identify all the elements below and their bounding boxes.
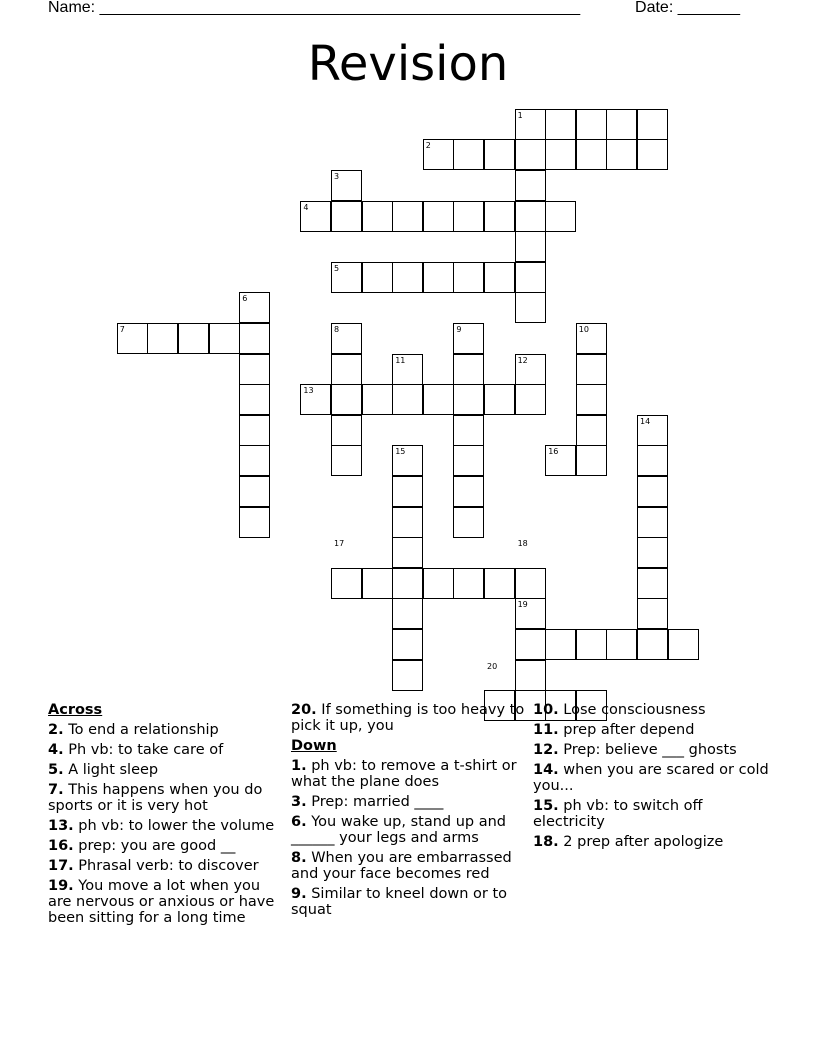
clue-text: Prep: married ____ [306,794,444,810]
clue-text: when you are scared or cold you... [533,762,769,794]
clue-item [291,758,527,790]
clue-number: 15. [533,798,559,814]
grid-cell[interactable] [515,139,546,170]
grid-cell[interactable] [606,109,637,140]
clue-item [533,722,769,738]
clue-item [533,834,769,850]
clue-number: 8. [291,850,307,866]
grid-cell[interactable] [484,568,515,599]
grid-cell[interactable] [392,262,423,293]
grid-cell[interactable] [423,384,454,415]
clue-text: When you are embarrassed and your face becomes red [291,850,512,882]
grid-cell[interactable] [392,660,423,691]
cell-number: 18 [517,539,528,549]
grid-cell[interactable] [147,323,178,354]
grid-cell[interactable] [362,384,393,415]
grid-cell[interactable] [209,323,240,354]
clue-item [533,742,769,758]
cell-number: 8 [334,325,340,334]
clue-item [291,794,527,810]
grid-cell[interactable] [576,139,607,170]
grid-cell[interactable] [331,354,362,385]
grid-cell[interactable] [484,384,515,415]
clue-item [291,850,527,882]
grid-cell[interactable] [515,262,546,293]
grid-cell[interactable] [637,537,668,568]
grid-cell[interactable] [392,537,423,568]
grid-cell[interactable] [331,201,362,232]
grid-cell[interactable] [453,476,484,507]
grid-cell[interactable] [576,629,607,660]
grid-cell[interactable] [484,139,515,170]
cell-number: 17 [334,539,345,549]
page-title: Revision [307,36,509,92]
clue-number: 12. [533,742,559,758]
clue-number: 20. [291,702,317,718]
grid-cell[interactable] [331,568,362,599]
name-field-label: Name: ______________________________________________________ [48,0,581,16]
grid-cell[interactable] [606,629,637,660]
clue-text: Prep: believe ___ ghosts [558,742,737,758]
grid-cell[interactable] [515,292,546,323]
clue-text: Similar to kneel down or to squat [291,886,508,918]
grid-cell[interactable] [453,568,484,599]
grid-cell[interactable] [637,109,668,140]
clue-item [48,762,284,778]
clue-text: A light sleep [63,762,159,778]
grid-cell[interactable] [515,384,546,415]
grid-cell[interactable] [484,201,515,232]
cell-number: 10 [578,325,589,334]
clue-text: Lose consciousness [558,702,706,718]
grid-cell[interactable] [239,384,270,415]
grid-cell[interactable] [239,415,270,446]
clue-number: 1. [291,758,307,774]
clue-item [533,798,769,830]
clue-number: 16. [48,838,74,854]
grid-cell[interactable] [545,139,576,170]
date-field-label: Date: _______ [635,0,740,16]
clue-number: 13. [48,818,74,834]
clue-text: prep: you are good __ [73,838,236,854]
grid-cell[interactable] [637,598,668,629]
grid-cell[interactable] [515,629,546,660]
down-heading: Down [291,738,337,754]
clues-column-2 [291,702,527,922]
grid-cell[interactable] [362,201,393,232]
grid-cell[interactable] [545,109,576,140]
cell-number: 1 [517,110,523,120]
grid-cell[interactable] [576,445,607,476]
clues-column-1 [48,702,284,930]
grid-cell[interactable] [515,660,546,691]
clue-item [291,886,527,918]
grid-cell[interactable] [576,109,607,140]
grid-cell[interactable] [515,231,546,262]
clue-text: You move a lot when you are nervous or anxious or have been sitting for a long time [48,878,275,926]
clue-text: Phrasal verb: to discover [73,858,259,874]
clue-text: You wake up, stand up and ______ your legs and arms [291,814,506,846]
clue-item [48,782,284,814]
grid-cell[interactable] [239,507,270,538]
grid-cell[interactable] [637,139,668,170]
cell-number: 2 [425,141,431,151]
clue-number: 7. [48,782,64,798]
clue-item [48,838,284,854]
grid-cell[interactable] [331,445,362,476]
clue-number: 10. [533,702,559,718]
cell-number: 5 [334,263,340,273]
cell-number: 3 [334,172,340,181]
across-heading: Across [48,702,103,718]
grid-cell[interactable] [637,568,668,599]
grid-cell[interactable] [606,139,637,170]
clue-number: 2. [48,722,64,738]
grid-cell[interactable] [423,201,454,232]
clue-number: 3. [291,794,307,810]
clue-text: 2 prep after apologize [558,834,724,850]
clue-item [48,722,284,738]
cell-number: 9 [456,325,462,334]
grid-cell[interactable] [453,201,484,232]
grid-cell[interactable] [362,262,393,293]
clues-column-3 [533,702,769,854]
clue-text: ph vb: to remove a t-shirt or what the plane does [291,758,517,790]
grid-cell[interactable] [637,507,668,538]
clue-item [291,814,527,846]
grid-cell[interactable] [178,323,209,354]
grid-cell[interactable] [576,384,607,415]
cell-number: 19 [517,600,528,610]
cell-number: 15 [395,447,406,457]
grid-cell[interactable] [392,201,423,232]
grid-cell[interactable] [515,568,546,599]
grid-cell[interactable] [423,568,454,599]
clue-item [533,702,769,718]
clue-number: 9. [291,886,307,902]
grid-cell[interactable] [239,354,270,385]
clue-number: 11. [533,722,559,738]
cell-number: 13 [303,386,314,396]
grid-cell[interactable] [484,262,515,293]
clue-number: 4. [48,742,64,758]
cell-number: 12 [517,355,528,365]
grid-cell[interactable] [637,629,668,660]
grid-cell[interactable] [331,415,362,446]
clue-item [48,858,284,874]
grid-cell[interactable] [515,170,546,201]
grid-cell[interactable] [331,384,362,415]
grid-cell[interactable] [545,201,576,232]
grid-cell[interactable] [392,598,423,629]
grid-cell[interactable] [453,139,484,170]
grid-cell[interactable] [453,354,484,385]
grid-cell[interactable] [453,507,484,538]
grid-cell[interactable] [392,568,423,599]
grid-cell[interactable] [239,323,270,354]
clue-item [533,762,769,794]
clue-text: Ph vb: to take care of [63,742,224,758]
clue-item [291,702,527,734]
clue-text: prep after depend [558,722,695,738]
grid-cell[interactable] [423,262,454,293]
cell-number: 14 [640,416,651,426]
clue-number: 19. [48,878,74,894]
cell-number: 20 [487,661,498,671]
cell-number: 16 [548,447,559,457]
grid-cell[interactable] [453,415,484,446]
clue-text: If something is too heavy to pick it up, you [291,702,525,734]
cell-number: 6 [242,294,248,304]
grid-cell[interactable] [392,629,423,660]
clue-text: This happens when you do sports or it is very hot [48,782,263,814]
cell-number: 11 [395,355,406,365]
grid-cell[interactable] [576,354,607,385]
clue-text: ph vb: to switch off electricity [533,798,703,830]
cell-number: 7 [119,325,125,334]
clue-item [48,818,284,834]
clue-number: 17. [48,858,74,874]
clue-item [48,742,284,758]
grid-cell[interactable] [453,384,484,415]
grid-cell[interactable] [453,445,484,476]
grid-cell[interactable] [576,415,607,446]
grid-cell[interactable] [637,445,668,476]
clue-item [48,878,284,926]
grid-cell[interactable] [239,476,270,507]
clue-number: 14. [533,762,559,778]
cell-number: 4 [303,202,309,212]
grid-cell[interactable] [668,629,699,660]
grid-cell[interactable] [392,476,423,507]
grid-cell[interactable] [545,629,576,660]
grid-cell[interactable] [453,262,484,293]
grid-cell[interactable] [515,201,546,232]
clue-number: 18. [533,834,559,850]
clue-text: ph vb: to lower the volume [73,818,275,834]
grid-cell[interactable] [362,568,393,599]
grid-cell[interactable] [392,384,423,415]
grid-cell[interactable] [239,445,270,476]
clue-number: 6. [291,814,307,830]
clue-text: To end a relationship [63,722,219,738]
clue-number: 5. [48,762,64,778]
grid-cell[interactable] [637,476,668,507]
grid-cell[interactable] [392,507,423,538]
